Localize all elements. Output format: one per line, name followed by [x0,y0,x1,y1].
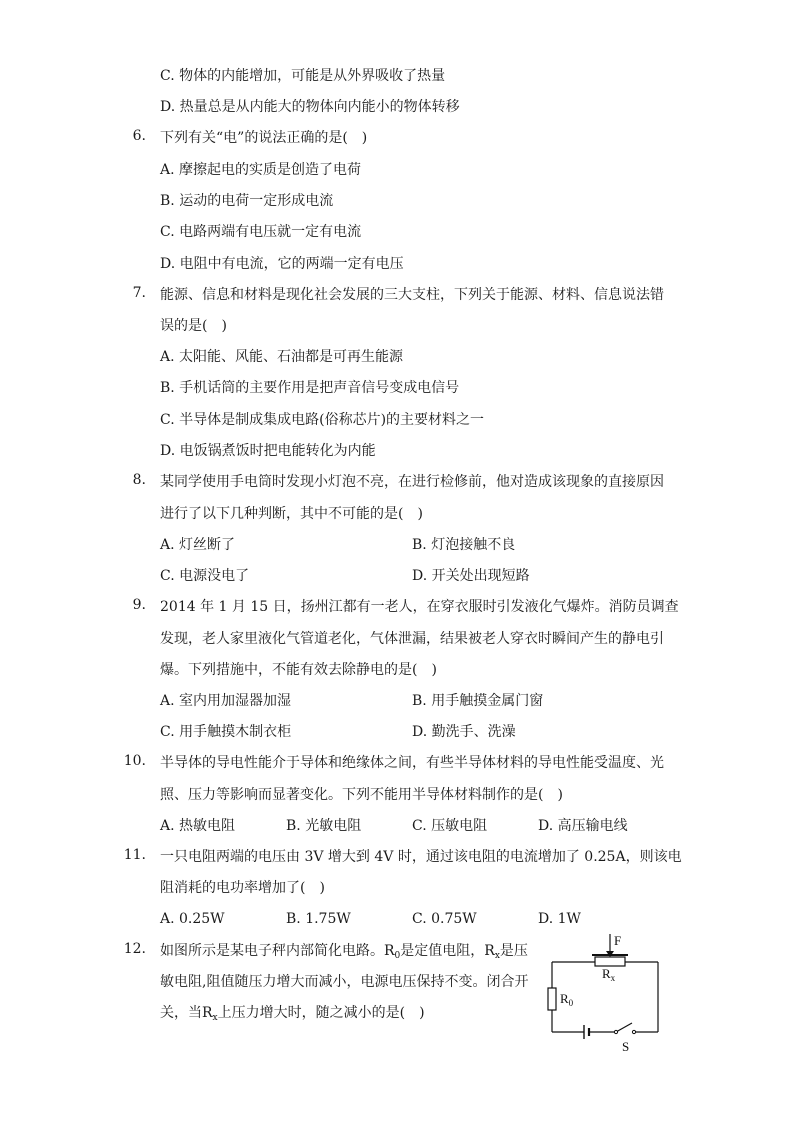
q6-option-c: C. 电路两端有电压就一定有电流 [160,224,362,240]
q7-option-d: D. 电饭锅煮饭时把电能转化为内能 [160,443,376,459]
q9-option-c: C. 用手触摸木制衣柜 [160,724,292,740]
switch-blade [616,1023,632,1032]
q10-option-c: C. 压敏电阻 [412,818,488,834]
q12-stem-line3: 关，当$R_x$上压力增大时，随之减小的是( ) [160,1005,425,1023]
q9-option-b: B. 用手触摸金属门窗 [412,693,544,709]
q7-number: 7. [132,285,146,301]
q9-number: 9. [132,597,146,613]
q9-stem-line2: 发现，老人家里液化气管道老化，气体泄漏，结果被老人穿衣时瞬间产生的静电引 [160,631,664,647]
q7-option-b: B. 手机话筒的主要作用是把声音信号变成电信号 [160,380,460,396]
q8-option-b: B. 灯泡接触不良 [412,537,516,553]
q8-stem-line2: 进行了以下几种判断，其中不可能的是( ) [160,506,423,522]
q10-stem-line2: 照、压力等影响而显著变化。下列不能用半导体材料制作的是( ) [160,787,563,803]
q12-stem-line1: 如图所示是某电子秤内部简化电路。$R_0$是定值电阻，$R_x$是压 [160,943,528,961]
switch-pivot [614,1030,617,1033]
q11-option-b: B. 1.75W [286,911,351,927]
q11-option-d: D. 1W [538,911,581,927]
q8-stem-line1: 某同学使用手电筒时发现小灯泡不亮，在进行检修前，他对造成该现象的直接原因 [160,474,664,490]
q8-number: 8. [132,472,146,488]
q12-number: 12. [123,941,146,957]
q8-option-a: A. 灯丝断了 [160,537,236,553]
q7-option-c: C. 半导体是制成集成电路(俗称芯片)的主要材料之一 [160,412,485,428]
q9-option-a: A. 室内用加湿器加湿 [160,693,292,709]
q10-number: 10. [123,753,146,769]
q8-option-d: D. 开关处出现短路 [412,568,530,584]
q11-option-c: C. 0.75W [412,911,477,927]
r0-resistor [548,988,556,1010]
force-label: F [614,933,622,948]
q7-stem-line1: 能源、信息和材料是现化社会发展的三大支柱，下列关于能源、材料、信息说法错 [160,287,664,303]
r0-label: $R_0$ [560,991,574,1008]
q6-option-a: A. 摩擦起电的实质是创造了电荷 [160,162,362,178]
q10-option-d: D. 高压输电线 [538,818,628,834]
rx-label: $R_x$ [602,966,616,983]
q9-option-d: D. 勤洗手、洗澡 [412,724,516,740]
q11-stem-line2: 阻消耗的电功率增加了( ) [160,880,325,896]
rx-resistor [595,957,625,966]
q11-stem-line1: 一只电阻两端的电压由 3V 增大到 4V 时，通过该电阻的电流增加了 0.25A，则该电 [160,849,682,865]
q6-stem: 下列有关“电”的说法正确的是( ) [160,130,368,146]
q9-stem-line1: 2014 年 1 月 15 日，扬州江都有一老人，在穿衣服时引发液化气爆炸。消防员调查 [160,599,679,615]
q5-option-d: D. 热量总是从内能大的物体向内能小的物体转移 [160,99,460,115]
switch-label: S [622,1039,630,1054]
q9-stem-line3: 爆。下列措施中，不能有效去除静电的是( ) [160,662,437,678]
q10-option-b: B. 光敏电阻 [286,818,362,834]
q8-option-c: C. 电源没电了 [160,568,250,584]
q11-option-a: A. 0.25W [160,911,225,927]
circuit-diagram [540,932,670,1057]
q10-stem-line1: 半导体的导电性能介于导体和绝缘体之间，有些半导体材料的导电性能受温度、光 [160,755,664,771]
q6-option-b: B. 运动的电荷一定形成电流 [160,193,334,209]
q11-number: 11. [123,847,146,863]
q7-option-a: A. 太阳能、风能、石油都是可再生能源 [160,349,404,365]
q5-option-c: C. 物体的内能增加，可能是从外界吸收了热量 [160,68,446,84]
q12-stem-line2: 敏电阻,阻值随压力增大而减小，电源电压保持不变。闭合开 [160,974,529,990]
switch-contact [632,1030,635,1033]
q7-stem-line2: 误的是( ) [160,318,227,334]
q6-number: 6. [132,128,146,144]
q10-option-a: A. 热敏电阻 [160,818,236,834]
q6-option-d: D. 电阻中有电流，它的两端一定有电压 [160,256,404,272]
